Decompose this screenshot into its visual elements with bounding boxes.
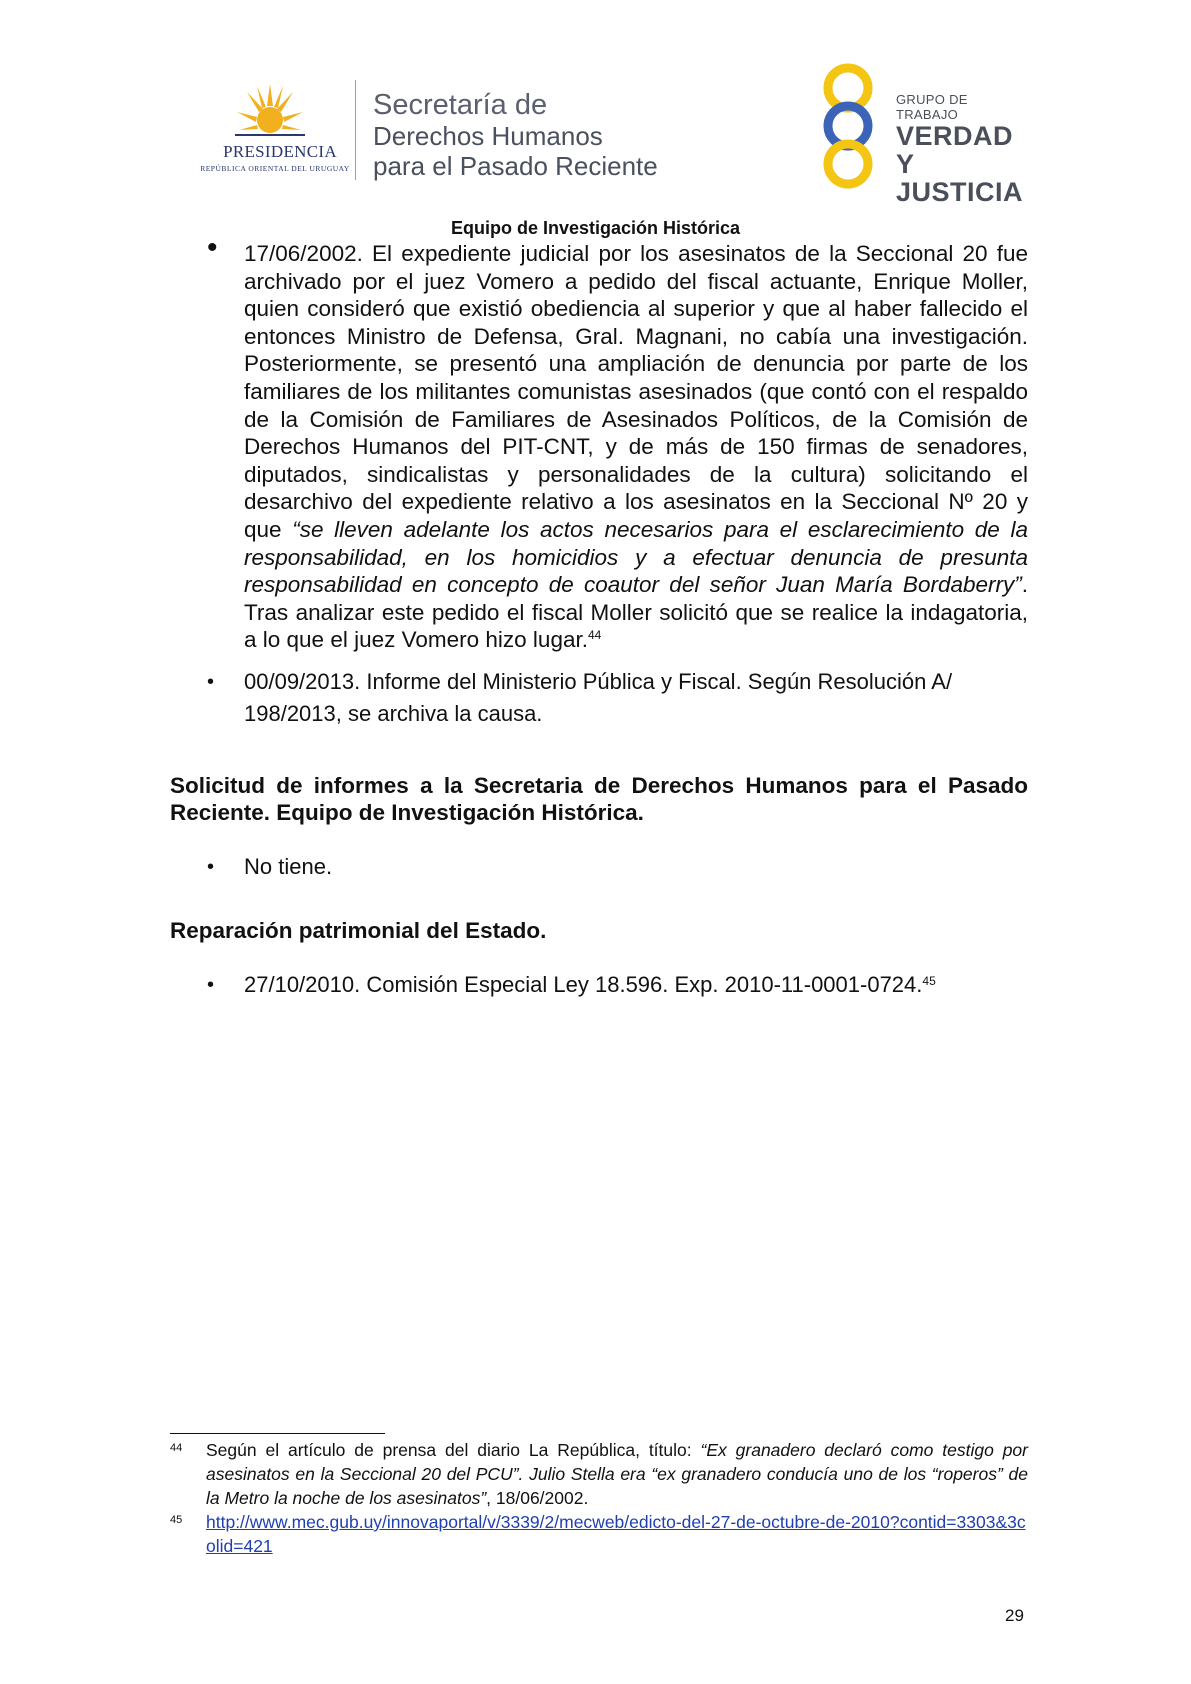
section-heading: Reparación patrimonial del Estado. xyxy=(170,917,547,943)
header-divider xyxy=(355,80,356,180)
presidencia-logo xyxy=(195,80,350,180)
bullet-text: 00/09/2013. Informe del Ministerio Pública y Fiscal. Según Resolución A/ 198/2013, se archiva la causa. xyxy=(244,668,953,726)
bullet-text: 17/06/2002. El expediente judicial por los asesinatos de la Seccional 20 fue archivado por el juez Vomero a pedido del fiscal actuante, Enrique Moller, quien consideró que existió obediencia al superior y que al haber fallecido el entonces Ministro de Defensa, Gral. Magnani, no cabía una investigación. Posteriormente, se presentó una ampliación de denuncia por parte de los familiares de los militantes comunistas asesinados (que contó con el respaldo de la Comisión de Familiares de Asesinados Políticos, de la Comisión de Derechos Humanos del PIT-CNT, y de más de 150 firmas de senadores, diputados, sindicalistas y personalidades de la cultura) solicitando el desarchivo del expediente relativo a los asesinatos en la Seccional Nº 20 y que xyxy=(244,241,1028,542)
footnote-44 xyxy=(170,1438,1028,1510)
bullet-quote: “se lleven adelante los actos necesarios para el esclarecimiento de la responsabilidad, en los homicidios y a efectuar denuncia de presunta responsabilidad en concepto de coautor del señor Juan María Bordaberry” xyxy=(244,516,1028,598)
linked-rings-icon xyxy=(810,62,886,190)
verdad-justicia-text xyxy=(896,92,1030,206)
list-item xyxy=(170,231,1028,654)
bullet-icon: • xyxy=(207,974,215,997)
secretaria-line-3: para el Pasado Reciente xyxy=(373,151,658,181)
footnote-45 xyxy=(170,1510,1028,1558)
footnotes xyxy=(170,1438,1028,1558)
presidencia-wordmark: PRESIDENCIA xyxy=(223,142,337,161)
vyj-line-1: GRUPO DE TRABAJO xyxy=(896,92,968,122)
vyj-line-2: VERDAD Y xyxy=(896,121,1014,179)
verdad-justicia-logo xyxy=(810,62,1030,207)
footnote-ref[interactable]: 45 xyxy=(922,974,936,989)
footnote-text: Según el artículo de prensa del diario La República, título: xyxy=(206,1440,701,1460)
vyj-line-3: JUSTICIA xyxy=(896,177,1024,207)
bullet-icon: • xyxy=(207,231,218,264)
bullet-icon: • xyxy=(207,670,215,693)
page-number: 29 xyxy=(1005,1606,1024,1625)
footnote-link[interactable]: http://www.mec.gub.uy/innovaportal/v/3339/2/mecweb/edicto-del-27-de-octubre-de-2010?contid=3303&3colid=421 xyxy=(206,1512,1026,1556)
bullet-text: No tiene. xyxy=(244,853,333,879)
footnote-date: , 18/06/2002. xyxy=(486,1488,589,1508)
section-heading: Solicitud de informes a la Secretaria de Derechos Humanos para el Pasado Reciente. Equipo de Investigación Histórica. xyxy=(170,772,1028,826)
presidencia-subtitle: REPÚBLICA ORIENTAL DEL URUGUAY xyxy=(200,164,350,173)
footnote-ref[interactable]: 44 xyxy=(587,628,602,643)
page-subtitle: Equipo de Investigación Histórica xyxy=(450,218,741,238)
footnote-quote: “Ex granadero declaró como testigo por asesinatos en la Seccional 20 del PCU”. Julio Stella era “ex granadero conducía uno de los “roperos” de la Metro la noche de los asesinatos” xyxy=(206,1440,1028,1508)
secretaria-logo-text xyxy=(373,90,658,181)
secretaria-line-1: Secretaría de xyxy=(373,89,548,121)
bullet-icon: • xyxy=(207,855,215,878)
list-item xyxy=(170,853,1028,881)
list-item xyxy=(170,971,1028,999)
footnote-number: 45 xyxy=(170,1514,183,1526)
bullet-text-end: . Tras analizar este pedido el fiscal Moller solicitó que se realice la indagatoria, a lo que el juez Vomero hizo lugar. xyxy=(244,572,1028,653)
list-item xyxy=(170,666,1028,730)
main-content xyxy=(170,231,1028,999)
footnote-separator xyxy=(170,1433,385,1434)
bullet-text: 27/10/2010. Comisión Especial Ley 18.596. Exp. 2010-11-0001-0724. xyxy=(244,972,923,998)
footnote-number: 44 xyxy=(170,1442,183,1454)
secretaria-line-2: Derechos Humanos xyxy=(373,121,603,151)
sun-icon xyxy=(235,82,305,142)
